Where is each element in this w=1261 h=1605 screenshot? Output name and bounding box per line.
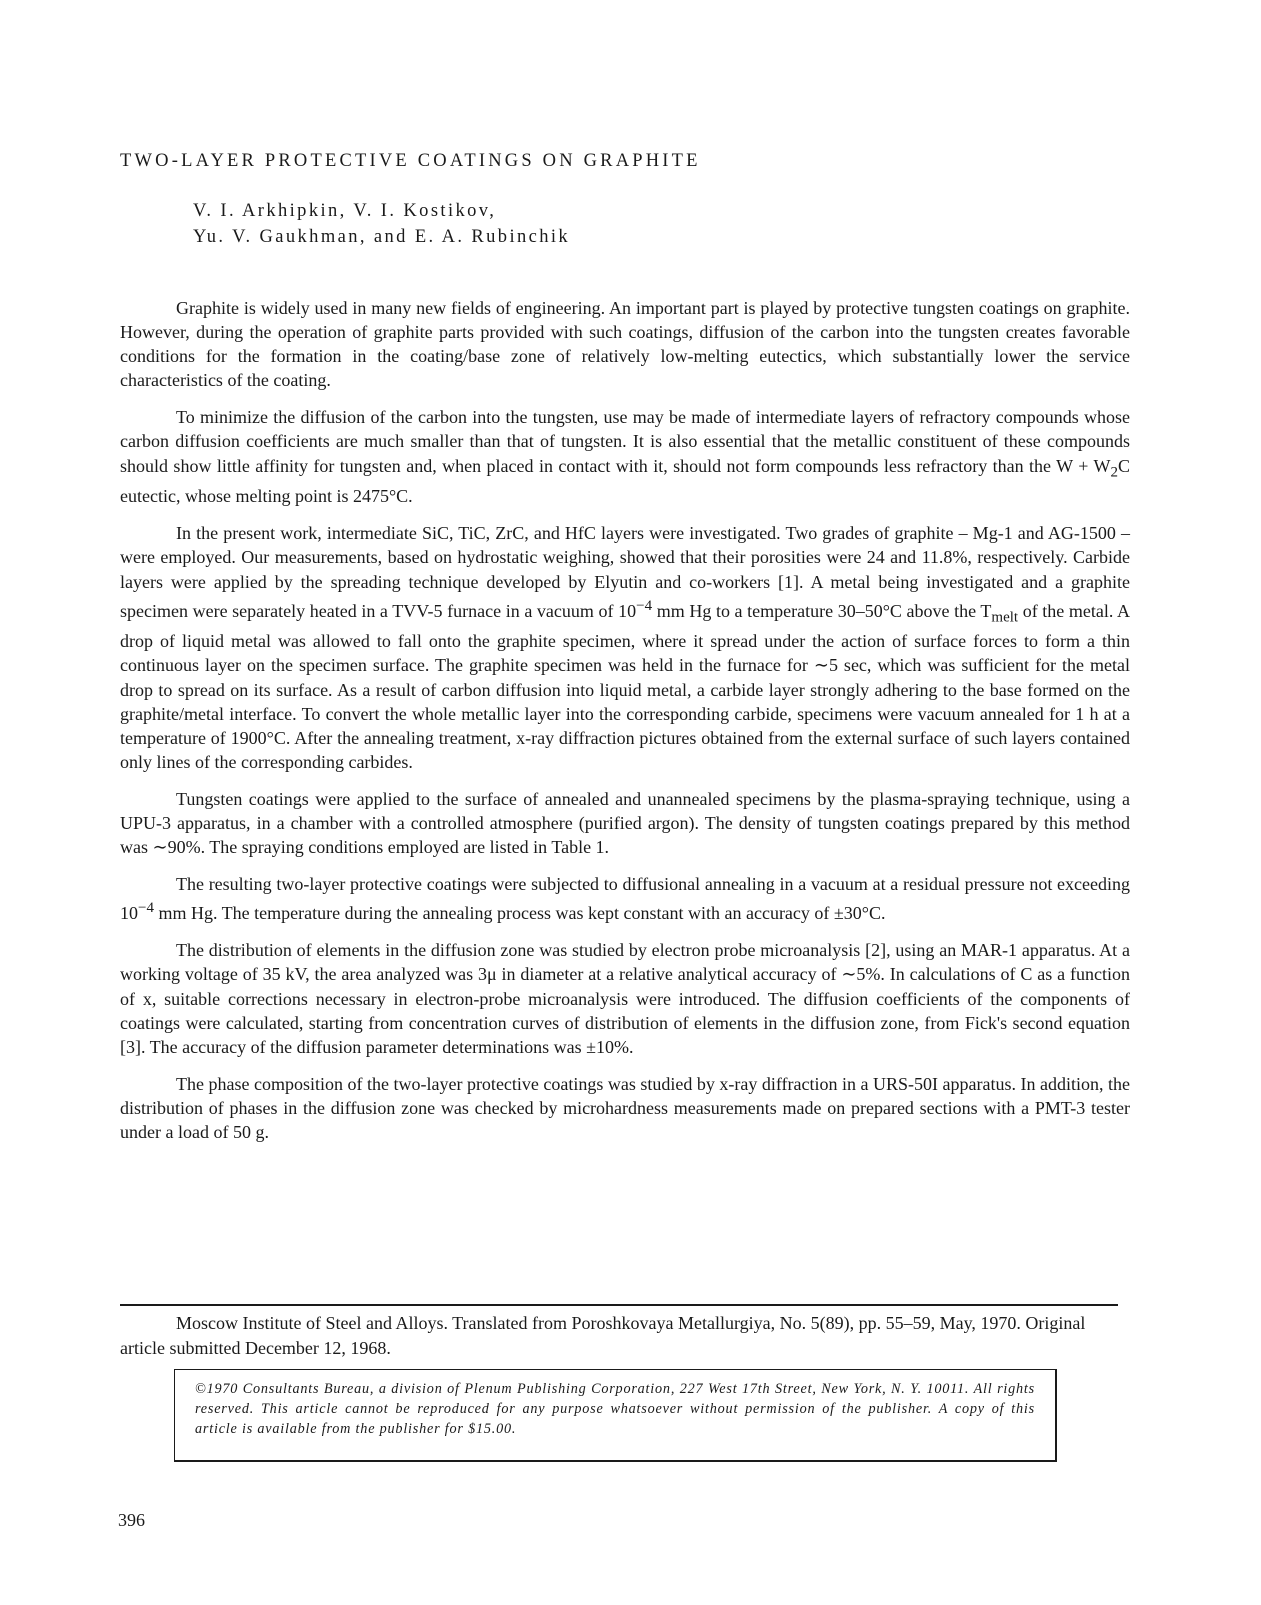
text-run: mm Hg to a temperature 30–50°C above the T — [652, 600, 992, 621]
text-run: The resulting two-layer protective coatings were subjected to diffusional annealing in a vacuum at a residual pressure not exceeding 10 — [120, 874, 1130, 924]
superscript: −4 — [138, 900, 154, 917]
text-run: In the present work, intermediate SiC, TiC, ZrC, and HfC layers were investigated. Two grades of graphite – Mg-1 and AG-1500 – were employed. Our measurements, based on hydrostatic weighing, showed that their porosities were 24 and 11.8%, respectively. Carbide layers were applied by the spreading technique developed by Elyutin and co-workers [1]. A metal being investigated and a graphite specimen were separately heated in a TVV-5 furnace in a vacuum of 10 — [120, 523, 1130, 621]
author-list — [193, 198, 570, 250]
article-title: TWO-LAYER PROTECTIVE COATINGS ON GRAPHITE — [120, 151, 701, 171]
paragraph-phase-composition: The phase composition of the two-layer protective coatings was studied by x-ray diffraction in a URS-50I apparatus. In addition, the distribution of phases in the diffusion zone was checked by microhardness measurements made on prepared sections with a PMT-3 tester under a load of 50 g. — [120, 1073, 1130, 1142]
copyright-notice: ©1970 Consultants Bureau, a division of Plenum Publishing Corporation, 227 West 17th Street, New York, N. Y. 10011. All rights reserved. This article cannot be reproduced for any purpose whatsoever without permission of the publisher. A copy of this article is available from the publisher for $15.00. — [195, 1381, 1035, 1437]
paragraph-intro: Graphite is widely used in many new fields of engineering. An important part is played by protective tungsten coatings on graphite. However, during the operation of graphite parts provided with such coatings, diffusion of the carbon into the tungsten creates favorable conditions for the formation in the coating/base zone of relatively low-melting eutectics, which substantially lower the service characteristics of the coating. — [120, 298, 1130, 391]
text-run: of the metal. A drop of liquid metal was allowed to fall onto the graphite specimen, where it spread under the action of surface forces to form a thin continuous layer on the specimen surface. The graphite specimen was held in the furnace for ∼5 sec, which was sufficient for the metal drop to spread on its surface. As a result of carbon diffusion into liquid metal, a carbide layer strongly adhering to the base formed on the graphite/metal interface. To convert the whole metallic layer into the corresponding carbide, specimens were vacuum annealed for 1 h at a temperature of 1900°C. After the annealing treatment, x-ray diffraction pictures obtained from the external surface of such layers contained only lines of the corresponding carbides. — [120, 600, 1130, 772]
text-run: mm Hg. The temperature during the annealing process was kept constant with an accuracy of ±30°C. — [153, 903, 886, 924]
text-run: C eutectic, whose melting point is 2475°C. — [120, 455, 1130, 507]
authors-line-2: Yu. V. Gaukhman, and E. A. Rubinchik — [193, 227, 571, 247]
affiliation-footnote: Moscow Institute of Steel and Alloys. Translated from Poroshkovaya Metallurgiya, No. 5(89), pp. 55–59, May, 1970. Original article submitted December 12, 1968. — [120, 1313, 1086, 1358]
footnote-divider — [120, 1304, 1118, 1306]
article-body — [120, 296, 1130, 1157]
paragraph-diffusional-annealing — [120, 872, 1130, 925]
authors-line-1: V. I. Arkhipkin, V. I. Kostikov, — [193, 201, 497, 221]
page-number: 396 — [118, 1510, 145, 1530]
paragraph-tungsten-coatings: Tungsten coatings were applied to the surface of annealed and unannealed specimens by the plasma-spraying technique, using a UPU-3 apparatus, in a chamber with a controlled atmosphere (purified argon). The density of tungsten coatings prepared by this method was ∼90%. The spraying conditions employed are listed in Table 1. — [120, 788, 1130, 858]
paragraph-microanalysis: The distribution of elements in the diffusion zone was studied by electron probe microanalysis [2], using an MAR-1 apparatus. At a working voltage of 35 kV, the area analyzed was 3μ in diameter at a relative analytical accuracy of ∼5%. In calculations of C as a function of x, suitable corrections necessary in electron-probe microanalysis were introduced. The diffusion coefficients of the components of coatings were calculated, starting from concentration curves of distribution of elements in the diffusion zone, from Fick's second equation [3]. The accuracy of the diffusion parameter determinations was ±10%. — [120, 940, 1130, 1057]
paragraph-intermediate-layers — [120, 405, 1130, 508]
paragraph-carbide-layers — [120, 521, 1130, 774]
copyright-notice-box — [174, 1369, 1057, 1462]
subscript: melt — [991, 609, 1019, 626]
subscript: 2 — [1110, 464, 1118, 481]
superscript: −4 — [636, 597, 653, 614]
text-run: To minimize the diffusion of the carbon into the tungsten, use may be made of intermediate layers of refractory compounds whose carbon diffusion coefficients are much smaller than that of tungsten. It is also essential that the metallic constituent of these compounds should show little affinity for tungsten and, when placed in contact with it, should not form compounds less refractory than the W + W — [120, 407, 1130, 476]
